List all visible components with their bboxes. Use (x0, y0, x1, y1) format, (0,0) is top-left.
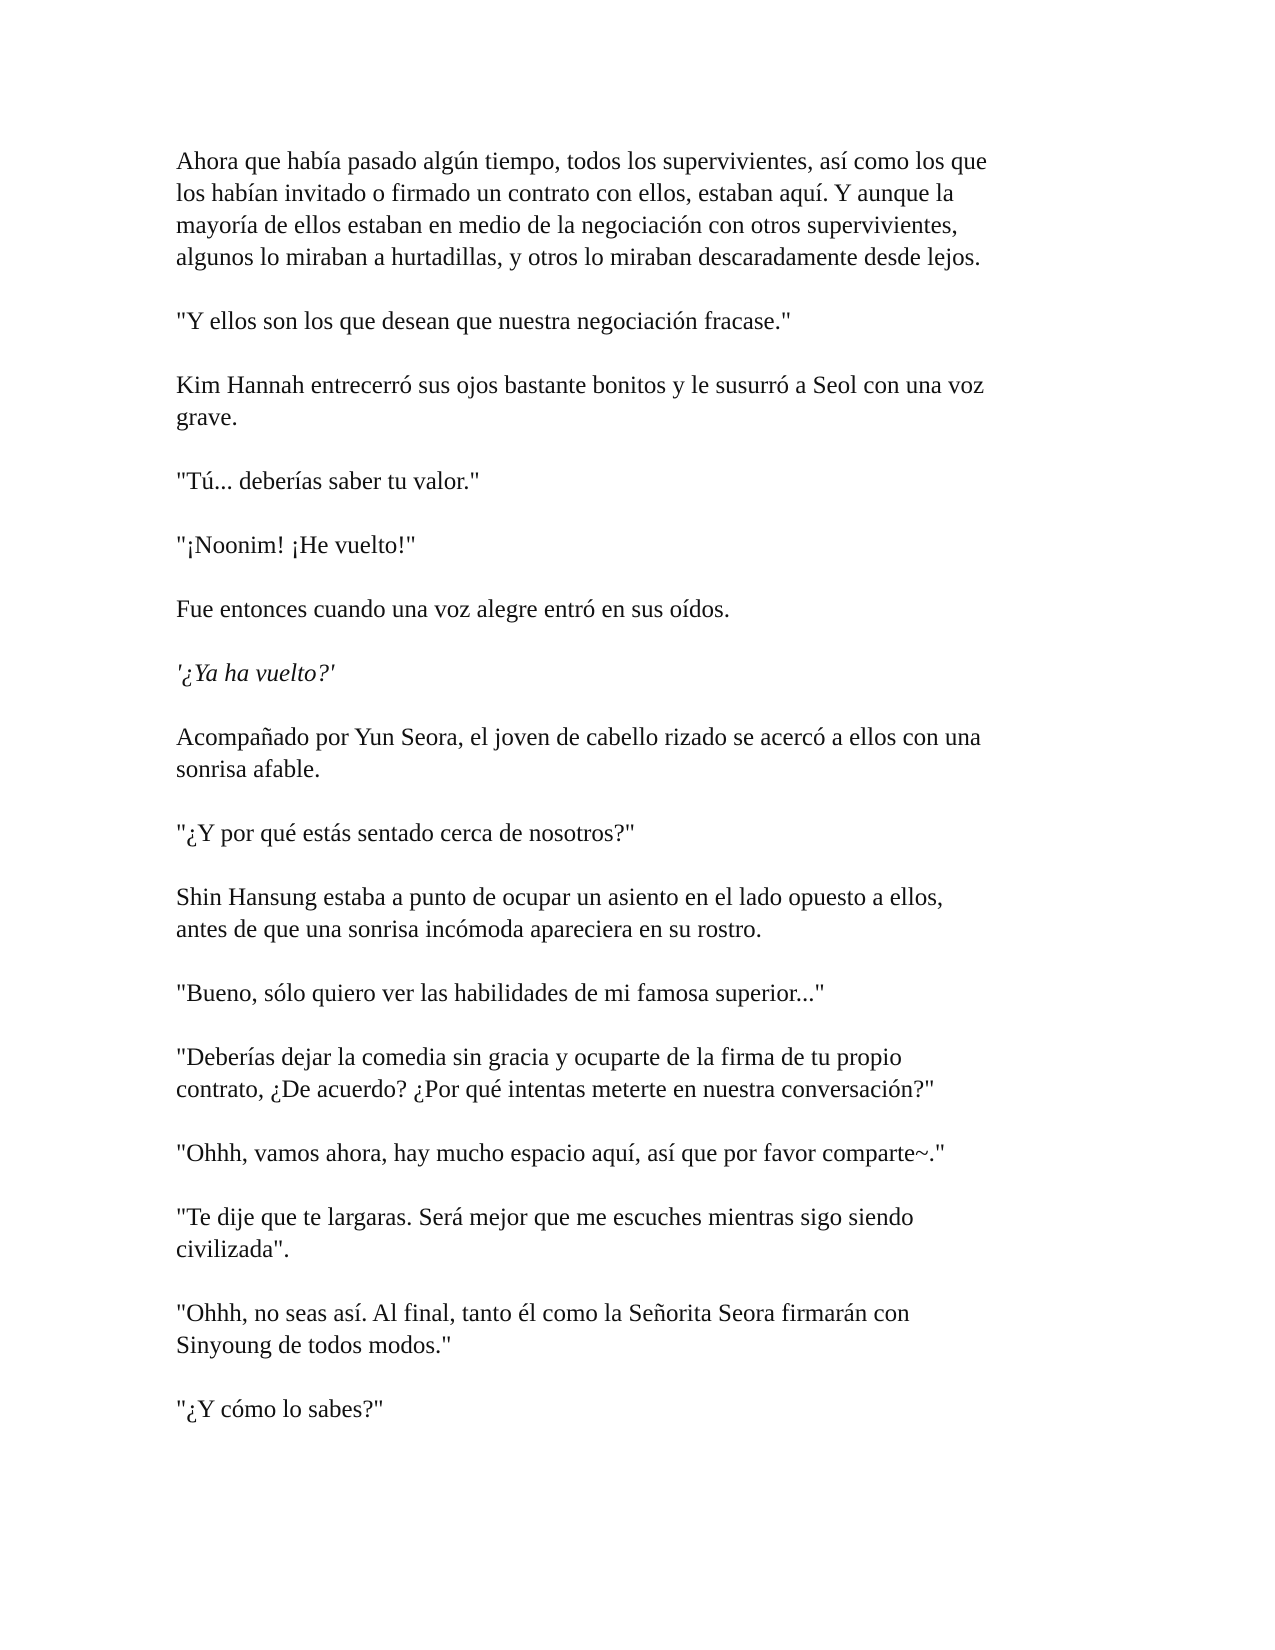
body-text (176, 146, 1106, 1458)
paragraph: "Te dije que te largaras. Será mejor que me escuches mientras sigo siendo civilizada". (176, 1204, 914, 1263)
paragraph-italic-thought: '¿Ya ha vuelto?' (176, 660, 335, 687)
paragraph: "Ohhh, no seas así. Al final, tanto él como la Señorita Seora firmarán con Sinyoung de todos modos." (176, 1300, 910, 1359)
paragraph: Acompañado por Yun Seora, el joven de cabello rizado se acercó a ellos con una sonrisa afable. (176, 724, 982, 783)
paragraph: "Bueno, sólo quiero ver las habilidades de mi famosa superior..." (176, 980, 825, 1007)
paragraph: "Y ellos son los que desean que nuestra negociación fracase." (176, 308, 792, 335)
paragraph: "¡Noonim! ¡He vuelto!" (176, 532, 416, 559)
paragraph: Fue entonces cuando una voz alegre entró en sus oídos. (176, 596, 731, 623)
paragraph: "Tú... deberías saber tu valor." (176, 468, 480, 495)
paragraph: "¿Y por qué estás sentado cerca de nosotros?" (176, 820, 635, 847)
paragraph: "Ohhh, vamos ahora, hay mucho espacio aquí, así que por favor comparte~." (176, 1140, 946, 1167)
paragraph: Shin Hansung estaba a punto de ocupar un asiento en el lado opuesto a ellos, antes de que una sonrisa incómoda apareciera en su rostro. (176, 884, 944, 943)
paragraph: Kim Hannah entrecerró sus ojos bastante bonitos y le susurró a Seol con una voz grave. (176, 372, 985, 431)
paragraph: "¿Y cómo lo sabes?" (176, 1396, 384, 1423)
paragraph: Ahora que había pasado algún tiempo, todos los supervivientes, así como los que los habían invitado o firmado un contrato con ellos, estaban aquí. Y aunque la mayoría de ellos estaban en medio de la negociación con otros supervivientes, algunos lo miraban a hurtadillas, y otros lo miraban descaradamente desde lejos. (176, 148, 987, 271)
paragraph: "Deberías dejar la comedia sin gracia y ocuparte de la firma de tu propio contrato, ¿De acuerdo? ¿Por qué intentas meterte en nuestra conversación?" (176, 1044, 935, 1103)
